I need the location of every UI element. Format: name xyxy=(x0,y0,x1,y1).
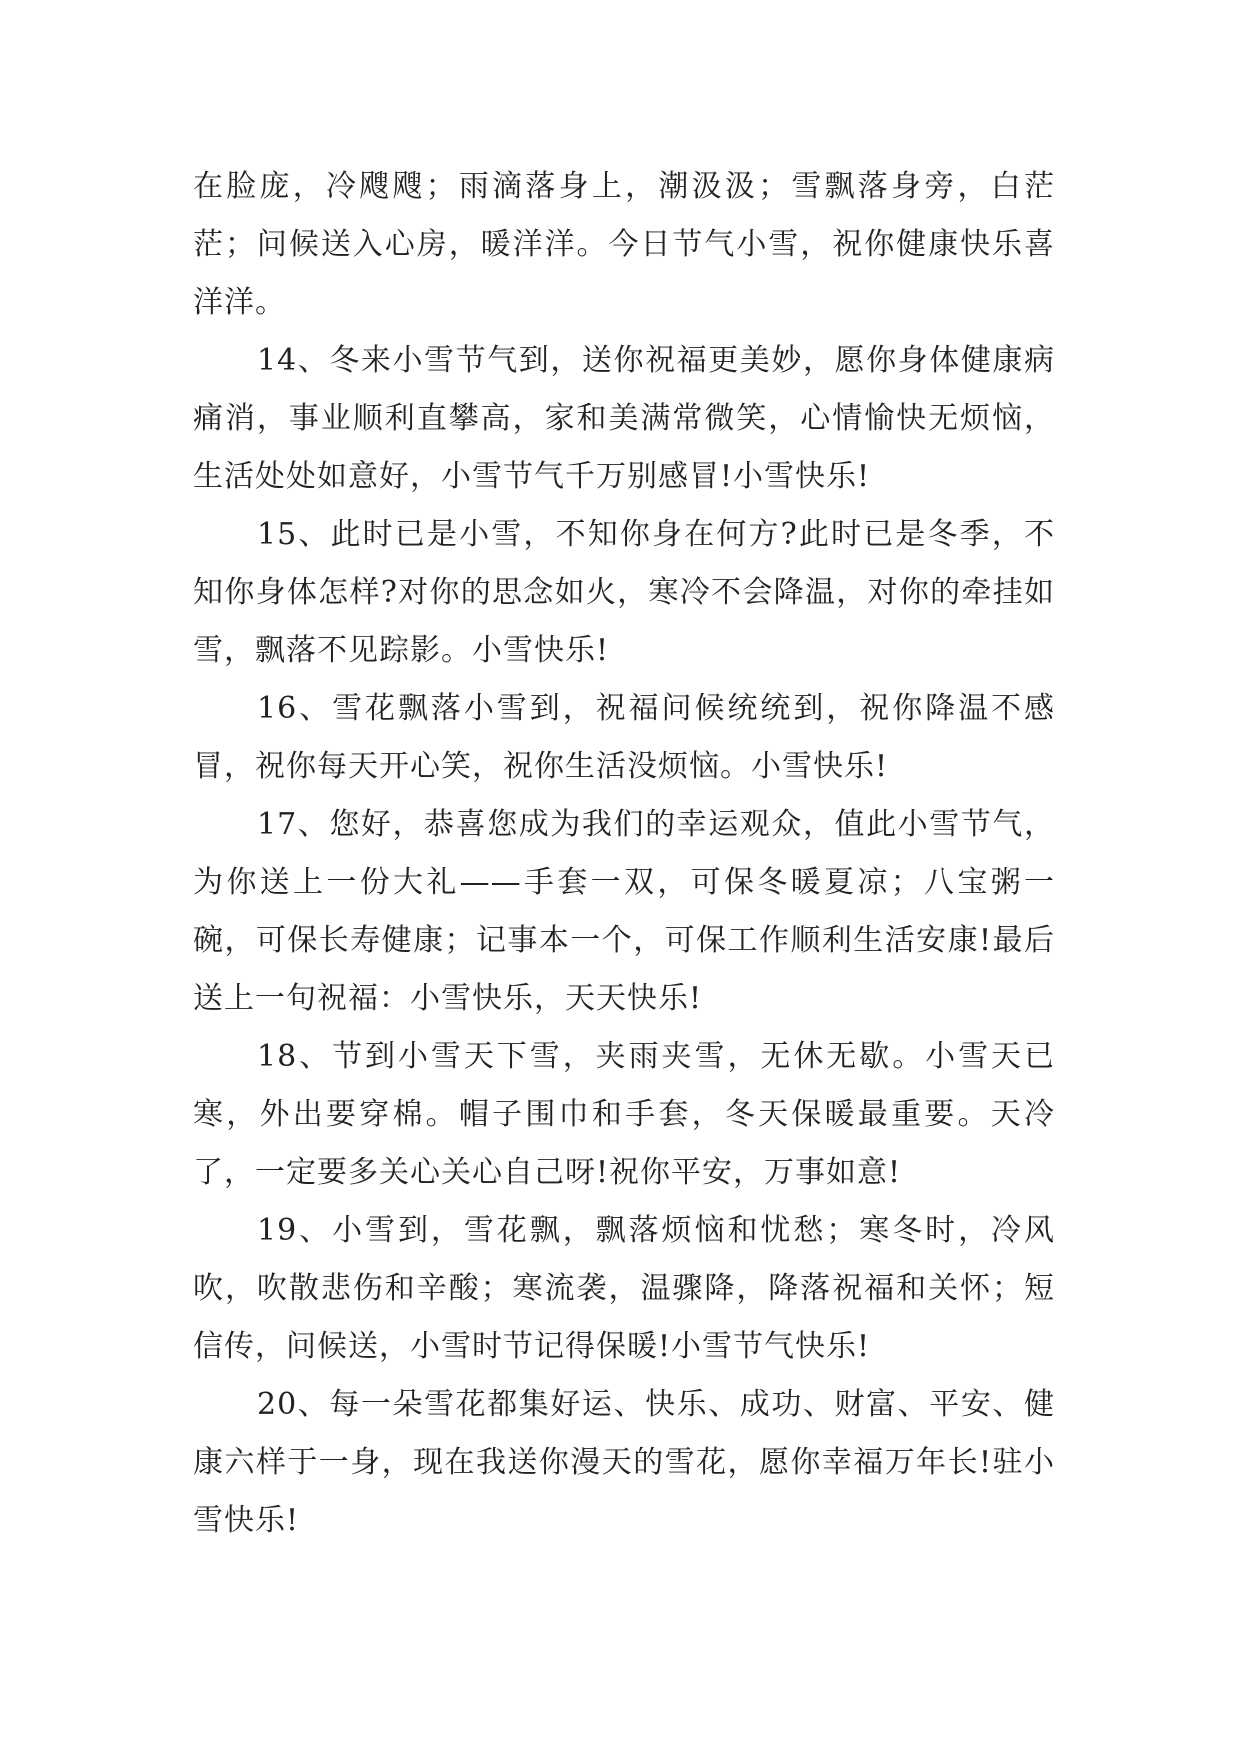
paragraph-14: 14、冬来小雪节气到，送你祝福更美妙，愿你身体健康病痛消，事业顺利直攀高，家和美满常微笑，心情愉快无烦恼，生活处处如意好，小雪节气千万别感冒!小雪快乐! xyxy=(193,343,1055,494)
paragraph-17: 17、您好，恭喜您成为我们的幸运观众，值此小雪节气，为你送上一份大礼——手套一双，可保冬暖夏凉；八宝粥一碗，可保长寿健康；记事本一个，可保工作顺利生活安康!最后送上一句祝福：小雪快乐，天天快乐! xyxy=(193,807,1055,1016)
paragraph-18: 18、节到小雪天下雪，夹雨夹雪，无休无歇。小雪天已寒，外出要穿棉。帽子围巾和手套，冬天保暖最重要。天冷了，一定要多关心关心自己呀!祝你平安，万事如意! xyxy=(193,1039,1055,1190)
document-page xyxy=(193,158,1055,1550)
paragraph-20: 20、每一朵雪花都集好运、快乐、成功、财富、平安、健康六样于一身，现在我送你漫天的雪花，愿你幸福万年长!驻小雪快乐! xyxy=(193,1387,1055,1538)
paragraph-16: 16、雪花飘落小雪到，祝福问候统统到，祝你降温不感冒，祝你每天开心笑，祝你生活没烦恼。小雪快乐! xyxy=(193,691,1055,784)
paragraph-15: 15、此时已是小雪，不知你身在何方?此时已是冬季，不知你身体怎样?对你的思念如火，寒冷不会降温，对你的牵挂如雪，飘落不见踪影。小雪快乐! xyxy=(193,517,1055,668)
paragraph-continuation: 在脸庞，冷飕飕；雨滴落身上，潮汲汲；雪飘落身旁，白茫茫；问候送入心房，暖洋洋。今日节气小雪，祝你健康快乐喜洋洋。 xyxy=(193,169,1055,320)
paragraph-19: 19、小雪到，雪花飘，飘落烦恼和忧愁；寒冬时，冷风吹，吹散悲伤和辛酸；寒流袭，温骤降，降落祝福和关怀；短信传，问候送，小雪时节记得保暖!小雪节气快乐! xyxy=(193,1213,1055,1364)
